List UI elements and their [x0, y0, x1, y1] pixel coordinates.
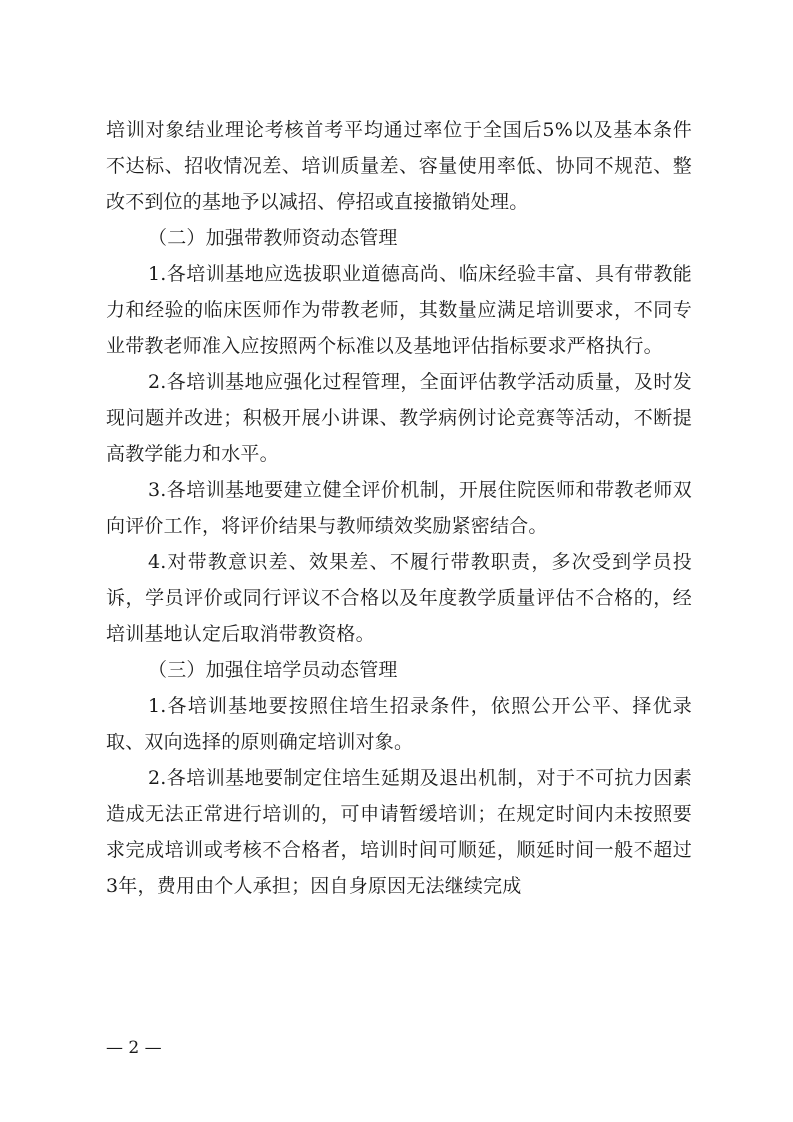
- paragraph-continuation: 培训对象结业理论考核首考平均通过率位于全国后5%以及基本条件不达标、招收情况差、培训质量差、容量使用率低、协同不规范、整改不到位的基地予以减招、停招或直接撤销处理。: [106, 119, 692, 213]
- paragraph-item-6: 2.各培训基地要制定住培生延期及退出机制，对于不可抗力因素造成无法正常进行培训的，可申请暂缓培训；在规定时间内未按照要求完成培训或考核不合格者，培训时间可顺延，顺延时间一般不超过3年，费用由个人承担；因自身原因无法继续完成: [106, 767, 692, 897]
- section-heading-3: （三）加强住培学员动态管理: [148, 659, 398, 681]
- paragraph-item-5: 1.各培训基地要按照住培生招录条件，依照公开公平、择优录取、双向选择的原则确定培训对象。: [106, 695, 692, 753]
- paragraph-item-4: 4.对带教意识差、效果差、不履行带教职责，多次受到学员投诉，学员评价或同行评议不合格以及年度教学质量评估不合格的，经培训基地认定后取消带教资格。: [106, 551, 692, 645]
- section-heading-2: （二）加强带教师资动态管理: [148, 227, 398, 249]
- paragraph-item-1: 1.各培训基地应选拔职业道德高尚、临床经验丰富、具有带教能力和经验的临床医师作为带教老师，其数量应满足培训要求，不同专业带教老师准入应按照两个标准以及基地评估指标要求严格执行。: [106, 263, 692, 357]
- document-body: [106, 112, 692, 904]
- page-number: — 2 —: [106, 1038, 162, 1058]
- paragraph-item-2: 2.各培训基地应强化过程管理，全面评估教学活动质量，及时发现问题并改进；积极开展小讲课、教学病例讨论竞赛等活动，不断提高教学能力和水平。: [106, 371, 692, 465]
- paragraph-item-3: 3.各培训基地要建立健全评价机制，开展住院医师和带教老师双向评价工作，将评价结果与教师绩效奖励紧密结合。: [106, 479, 692, 537]
